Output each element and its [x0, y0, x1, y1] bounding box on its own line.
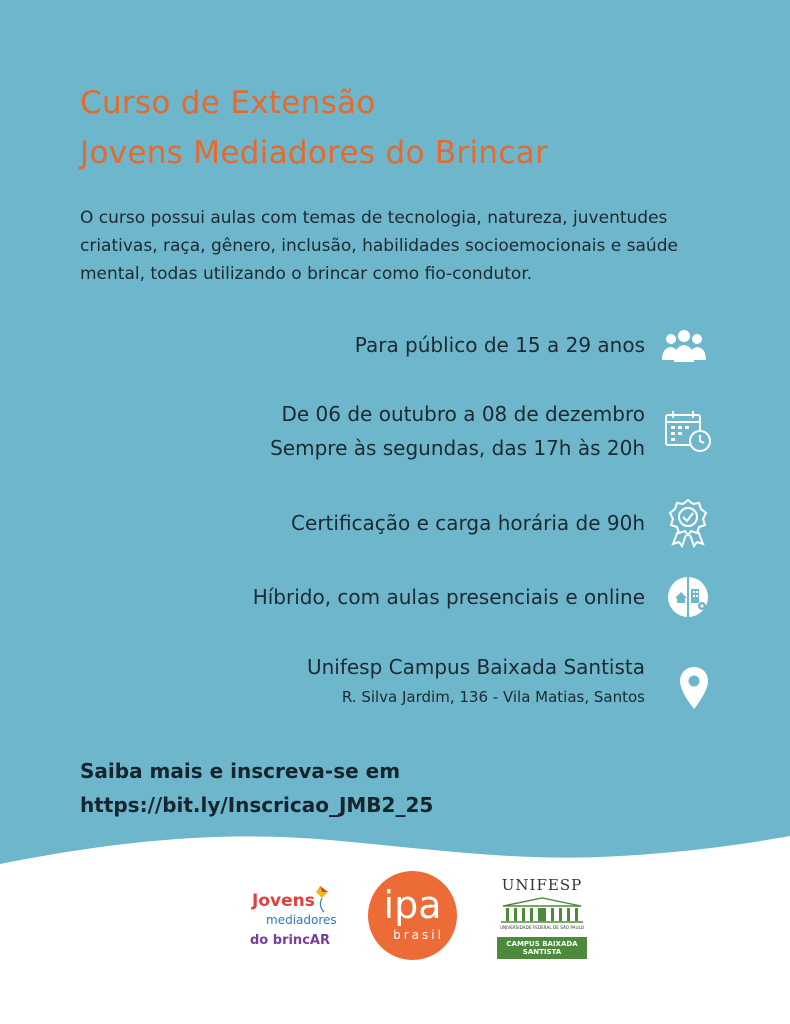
location-pin-icon	[668, 662, 720, 714]
dates-text: De 06 de outubro a 08 de dezembro	[281, 402, 645, 426]
certificate-badge-icon	[662, 497, 714, 549]
hybrid-icon	[662, 571, 714, 623]
location-row	[307, 650, 645, 710]
dates-row	[270, 397, 645, 465]
jovens-logo-line-3: do brincAR	[250, 933, 330, 948]
title-line-1: Curso de Extensão	[80, 85, 376, 121]
intro-line-1: O curso possui aulas com temas de tecnologia, natureza, juventudes	[80, 208, 668, 228]
place-text: Unifesp Campus Baixada Santista	[306, 655, 645, 679]
signup-link[interactable]: https://bit.ly/Inscricao_JMB2_25	[80, 793, 434, 817]
schedule-text: Sempre às segundas, das 17h às 20h	[270, 436, 645, 460]
course-title	[80, 78, 548, 178]
unifesp-logo-name: UNIFESP	[501, 876, 583, 894]
unifesp-building-icon	[497, 894, 587, 930]
ipa-logo-sub: brasil	[393, 928, 444, 942]
unifesp-logo-caption: UNIVERSIDADE FEDERAL DE SÃO PAULO	[499, 925, 585, 930]
unifesp-logo-campus: CAMPUS BAIXADA SANTISTA	[497, 937, 587, 959]
audience-row	[355, 328, 645, 362]
intro-paragraph	[80, 204, 720, 288]
people-group-icon	[658, 320, 710, 372]
audience-text: Para público de 15 a 29 anos	[354, 333, 645, 357]
cta-line: Saiba mais e inscreva-se em	[80, 759, 401, 783]
intro-line-2: criativas, raça, gênero, inclusão, habilidades socioemocionais e saúde	[80, 236, 678, 256]
title-line-2: Jovens Mediadores do Brincar	[80, 135, 549, 171]
call-to-action	[80, 754, 433, 822]
certificate-row	[291, 506, 645, 540]
unifesp-logo	[497, 876, 587, 958]
ipa-brasil-logo	[368, 871, 457, 960]
mode-text: Híbrido, com aulas presenciais e online	[252, 585, 645, 609]
certificate-text: Certificação e carga horária de 90h	[291, 511, 645, 535]
jovens-mediadores-logo	[248, 882, 338, 954]
mode-row	[253, 580, 645, 614]
ipa-logo-main: ipa	[383, 883, 442, 927]
address-text: R. Silva Jardim, 136 - Vila Matias, Santos	[341, 688, 645, 706]
jovens-logo-line-2: mediadores	[266, 913, 337, 927]
jovens-logo-line-1: Jovens	[252, 891, 315, 911]
intro-line-3: mental, todas utilizando o brincar como fio-condutor.	[80, 264, 533, 284]
calendar-clock-icon	[662, 406, 714, 458]
